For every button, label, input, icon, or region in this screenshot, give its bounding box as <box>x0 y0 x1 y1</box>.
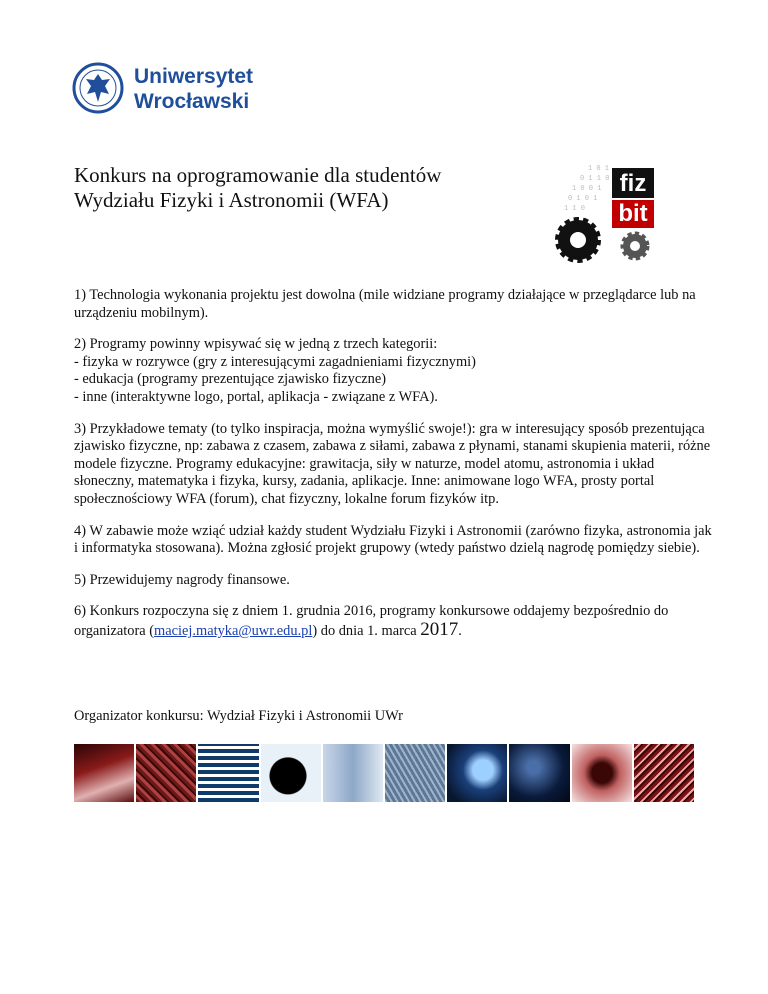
svg-text:fiz: fiz <box>619 170 647 197</box>
rule-3: 3) Przykładowe tematy (to tylko inspiracja, można wymyślić swoje!): gra w interesujący sposób prezentująca zjawisko fizyczne, np: zabawa z czasem, zabawa z siłami, zabawa z płynami, stanami skupienia materii, różne modele fizyczne. Programy edukacyjne: grawitacja, siły w naturze, model atomu, astronomia i układ słoneczny, matematyka i fizyka, kursy, zadania, aplikacje. Inne: animowane logo WFA, prosty portal społecznościowy WFA (forum), chat fizyczny, lokalne forum fizyków itp. <box>74 420 711 507</box>
rule-4: 4) W zabawie może wziąć udział każdy student Wydziału Fizyki i Astronomii (zarówno fizyka, astronomia jak i informatyka stosowana). Można zgłosić projekt grupowy (wtedy państwo dzielą nagrodę pomiędzy siebie). <box>74 522 712 557</box>
rule-2: 2) Programy powinny wpisywać się w jedną z trzech kategorii: - fizyka w rozrywce (gry z interesującymi zagadnieniami fizycznymi) - edukacja (programy prezentujące zjawisko fizyczne) - inne (interaktywne logo, portal, aplikacja - związane z WFA). <box>74 336 476 405</box>
image-strip <box>74 744 694 802</box>
svg-text:0 1 1 0: 0 1 1 0 <box>580 175 610 183</box>
strip-image-space <box>509 744 569 802</box>
university-eagle-icon <box>72 62 124 114</box>
strip-image-droplets <box>447 744 507 802</box>
university-name: Uniwersytet Wrocławski <box>134 65 254 113</box>
strip-image-noise <box>634 744 694 802</box>
organizer-email-link[interactable]: maciej.matyka@uwr.edu.pl <box>154 622 313 639</box>
svg-text:0 1 0 1: 0 1 0 1 <box>568 195 598 203</box>
svg-text:bit: bit <box>618 200 648 227</box>
organizer-line: Organizator konkursu: Wydział Fizyki i Astronomii UWr <box>74 708 403 724</box>
rules-list <box>74 287 714 655</box>
rule-6: 6) Konkurs rozpoczyna się z dniem 1. grudnia 2016, programy konkursowe oddajemy bezpośrednio do organizatora (maciej.matyka@uwr.edu.pl) do dnia 1. marca 2017. <box>74 603 669 640</box>
fizbit-logo <box>540 160 670 270</box>
strip-image-texture <box>136 744 196 802</box>
strip-image-sphere <box>572 744 632 802</box>
large-gear-icon <box>558 220 598 260</box>
page-title: Konkurs na oprogramowanie dla studentów Wydziału Fizyki i Astronomii (WFA) <box>74 163 442 212</box>
strip-image-mesh <box>385 744 445 802</box>
university-logo <box>72 62 262 114</box>
strip-image-qr-code <box>198 744 258 802</box>
svg-text:1 0 0 1: 1 0 0 1 <box>572 185 602 193</box>
svg-text:1 1 0: 1 1 0 <box>564 205 586 213</box>
strip-image-fractal <box>261 744 321 802</box>
svg-text:1 0 1: 1 0 1 <box>588 165 610 173</box>
strip-image-particles <box>74 744 134 802</box>
small-gear-icon <box>623 234 647 258</box>
rule-5: 5) Przewidujemy nagrody finansowe. <box>74 571 290 588</box>
rule-1: 1) Technologia wykonania projektu jest dowolna (mile widziane programy działające w przeglądarce lub na urządzeniu mobilnym). <box>74 287 696 321</box>
strip-image-fluid <box>323 744 383 802</box>
